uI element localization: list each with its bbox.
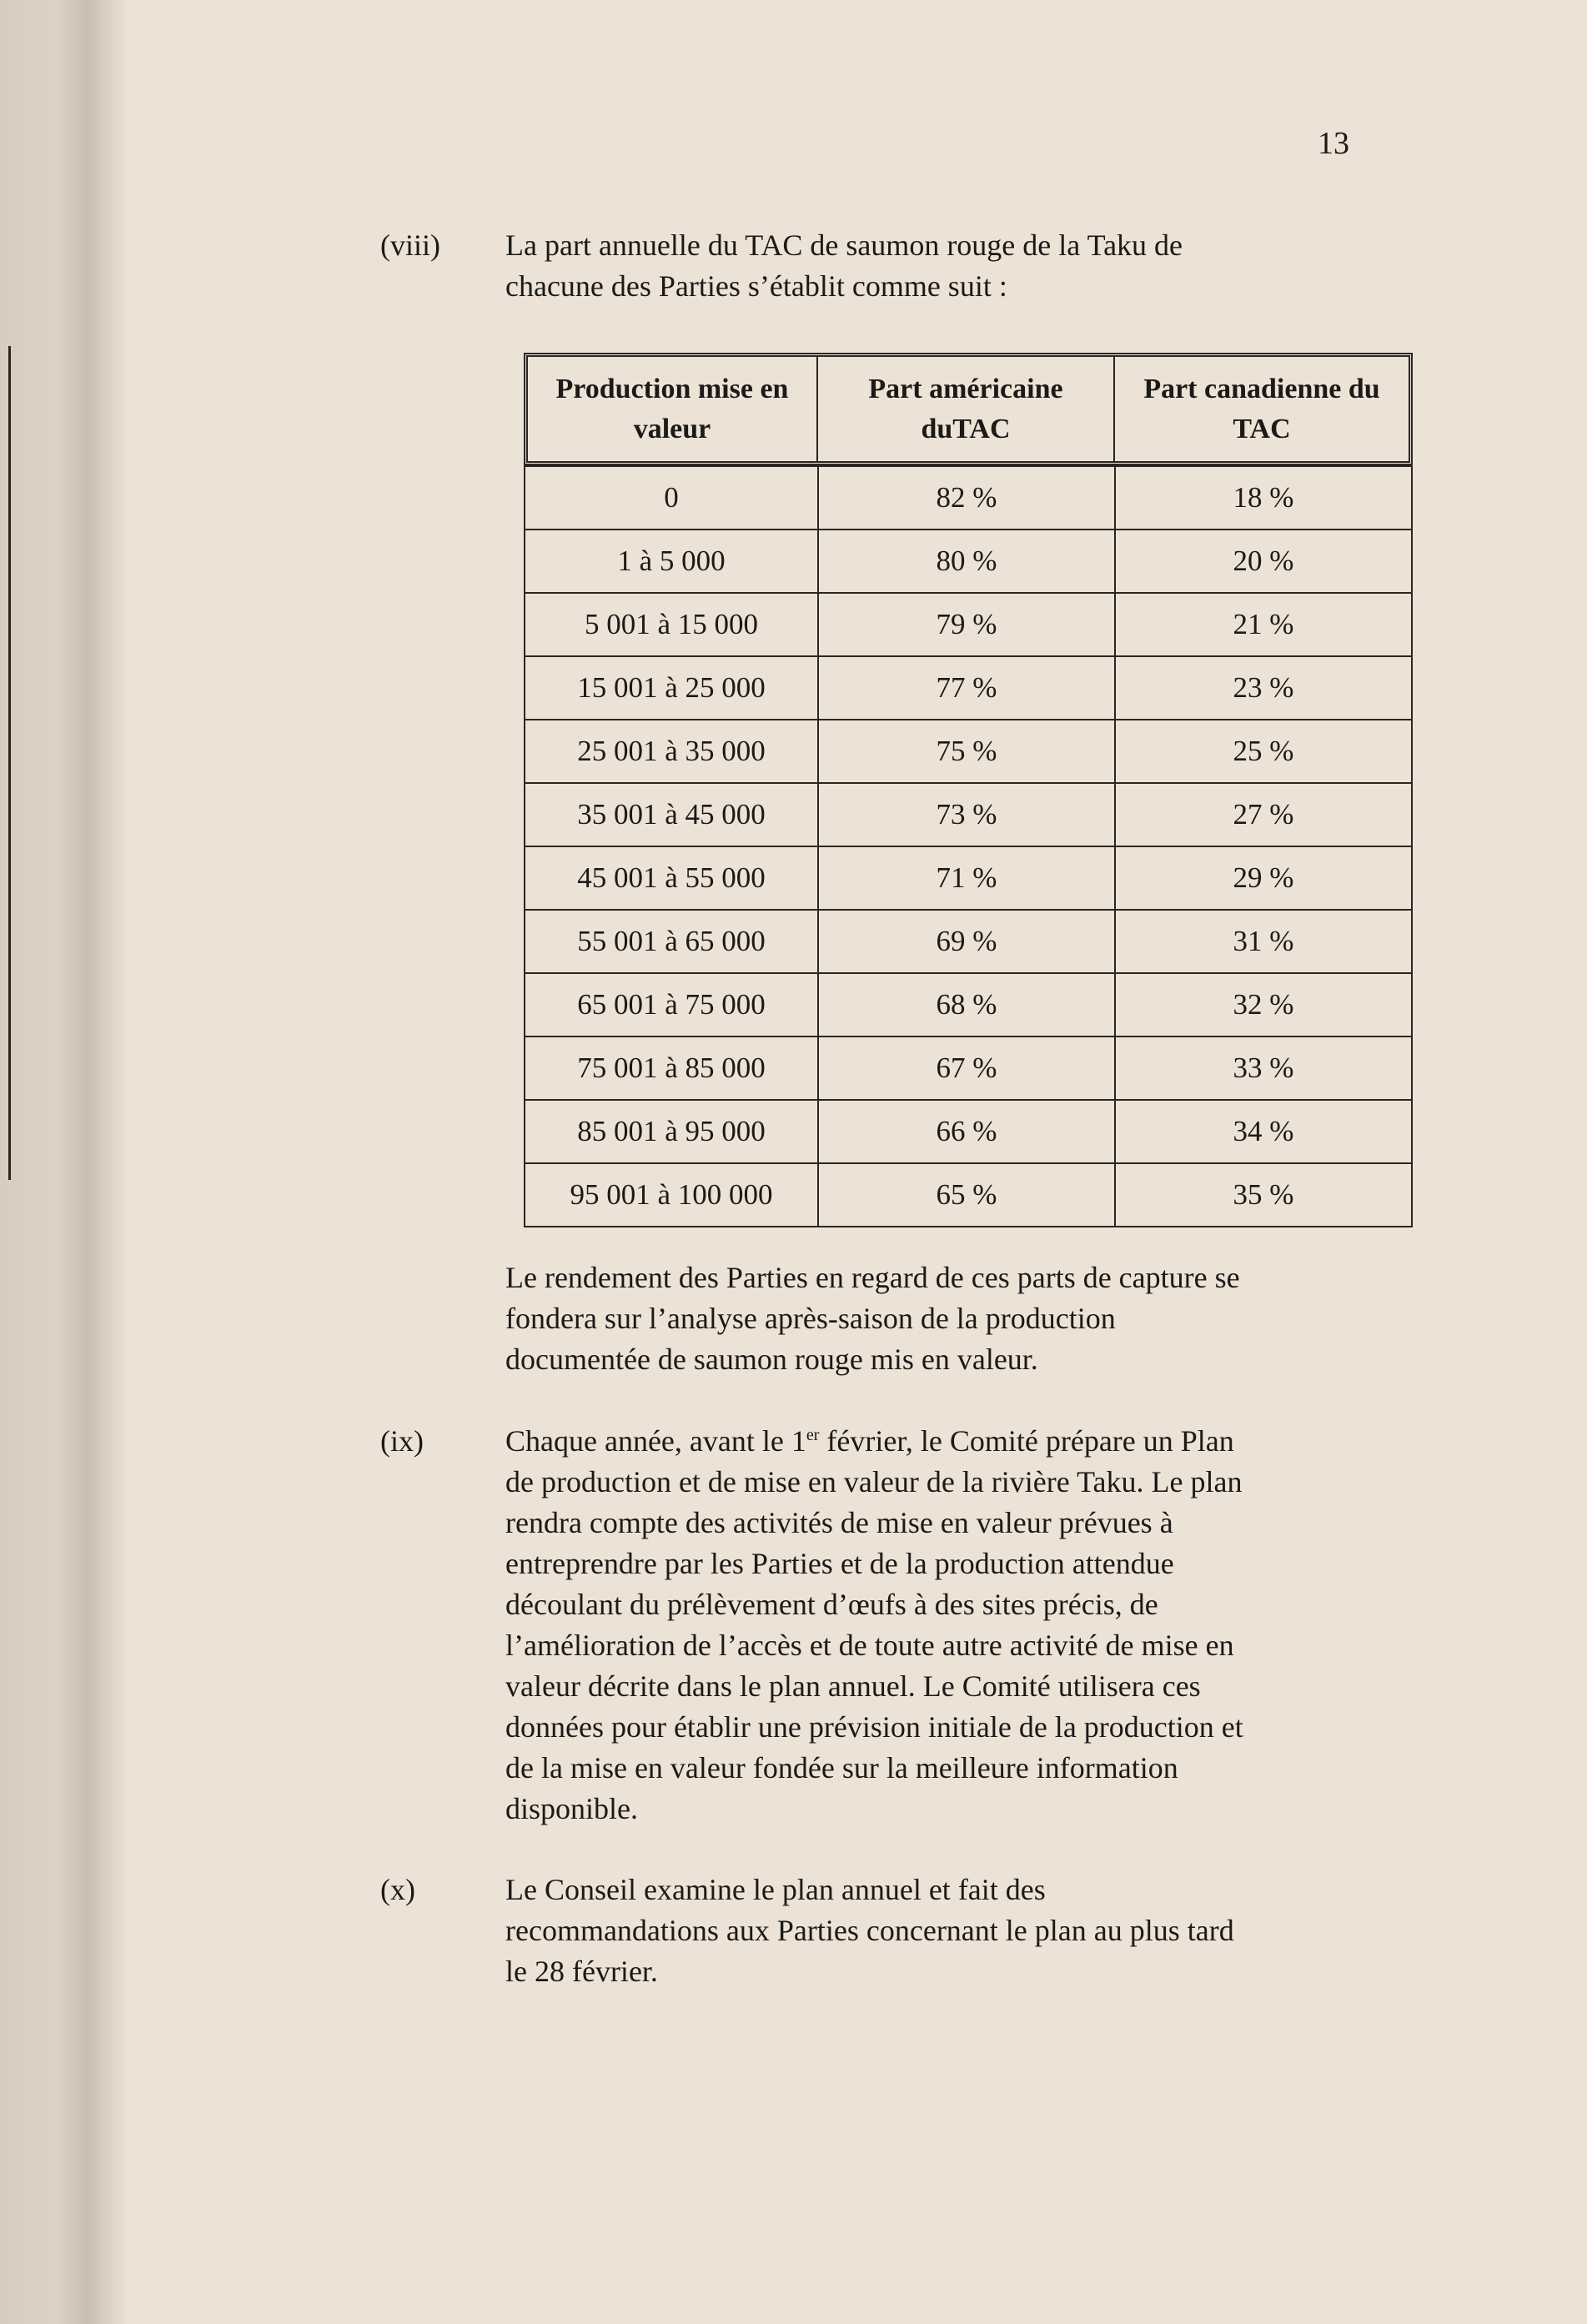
table-row [525, 1099, 1411, 1162]
section-x-text [505, 1870, 1389, 1992]
section-viii-line: chacune des Parties s’établit comme suit : [505, 269, 1007, 303]
canada-share-cell: 21 % [1233, 608, 1294, 640]
section-ix-line-part: février, le Comité prépare un Plan [819, 1424, 1234, 1458]
table-row [525, 972, 1411, 1036]
canada-share-cell: 32 % [1233, 988, 1294, 1021]
production-cell: 0 [525, 467, 819, 529]
table-row [525, 846, 1411, 909]
table-row [525, 782, 1411, 846]
section-ix-line: de production et de mise en valeur de la rivière Taku. Le plan [505, 1465, 1243, 1498]
production-cell: 55 001 à 65 000 [525, 911, 819, 972]
production-cell: 45 001 à 55 000 [525, 847, 819, 909]
production-cell: 35 001 à 45 000 [525, 784, 819, 846]
canada-share-cell: 20 % [1233, 545, 1294, 577]
production-cell: 15 001 à 25 000 [525, 657, 819, 719]
table-row [525, 655, 1411, 719]
superscript-er: er [806, 1426, 820, 1444]
canada-share-cell: 29 % [1233, 861, 1294, 894]
us-share-cell: 65 % [819, 1164, 1116, 1226]
us-share-cell: 77 % [819, 657, 1116, 719]
table-row [525, 719, 1411, 782]
production-cell: 75 001 à 85 000 [525, 1037, 819, 1099]
us-share-cell: 69 % [819, 911, 1116, 972]
section-ix-line [505, 1421, 1389, 1462]
table-row [525, 465, 1411, 529]
section-ix-line: disponible. [505, 1792, 638, 1825]
section-x-line: le 28 février. [505, 1955, 658, 1988]
section-ix-line: l’amélioration de l’accès et de toute autre activité de mise en [505, 1629, 1234, 1662]
production-cell: 85 001 à 95 000 [525, 1101, 819, 1162]
us-share-cell: 68 % [819, 974, 1116, 1036]
table-row [525, 1036, 1411, 1099]
section-marker-x: (x) [380, 1873, 415, 1906]
table-row [525, 529, 1411, 592]
section-ix-line: rendra compte des activités de mise en valeur prévues à [505, 1506, 1173, 1539]
us-share-cell: 79 % [819, 594, 1116, 655]
section-marker-viii: (viii) [380, 228, 440, 262]
section-ix-line: entreprendre par les Parties et de la production attendue [505, 1547, 1174, 1580]
production-cell: 5 001 à 15 000 [525, 594, 819, 655]
section-viii-text [505, 225, 1389, 307]
section-ix-text [505, 1421, 1389, 1830]
production-cell: 25 001 à 35 000 [525, 720, 819, 782]
canada-share-cell: 31 % [1233, 925, 1294, 957]
us-share-cell: 67 % [819, 1037, 1116, 1099]
canada-share-cell: 34 % [1233, 1115, 1294, 1147]
table-row [525, 592, 1411, 655]
canada-share-cell: 35 % [1233, 1178, 1294, 1211]
table-row [525, 1162, 1411, 1226]
production-cell: 95 001 à 100 000 [525, 1164, 819, 1226]
header-production: Production mise en valeur [528, 357, 818, 461]
share-table-body [524, 465, 1413, 1227]
section-ix-line-part: Chaque année, avant le 1 [505, 1424, 806, 1458]
after-table-line: fondera sur l’analyse après-saison de la production [505, 1302, 1116, 1335]
canada-share-cell: 27 % [1233, 798, 1294, 831]
section-x-line: Le Conseil examine le plan annuel et fait des [505, 1873, 1046, 1906]
header-us-share: Part américaine duTAC [818, 357, 1115, 461]
section-viii-line: La part annuelle du TAC de saumon rouge de la Taku de [505, 228, 1183, 262]
production-cell: 65 001 à 75 000 [525, 974, 819, 1036]
section-x-line: recommandations aux Parties concernant le plan au plus tard [505, 1914, 1234, 1947]
us-share-cell: 75 % [819, 720, 1116, 782]
section-ix-line: valeur décrite dans le plan annuel. Le Comité utilisera ces [505, 1669, 1201, 1703]
production-cell: 1 à 5 000 [525, 530, 819, 592]
header-canada-share: Part canadienne du TAC [1143, 373, 1380, 444]
page-number: 13 [1318, 126, 1349, 161]
after-table-text [505, 1257, 1389, 1380]
canada-share-cell: 33 % [1233, 1052, 1294, 1084]
after-table-line: Le rendement des Parties en regard de ces parts de capture se [505, 1261, 1240, 1294]
us-share-cell: 66 % [819, 1101, 1116, 1162]
us-share-cell: 80 % [819, 530, 1116, 592]
section-marker-ix: (ix) [380, 1424, 424, 1458]
facing-page-rule [0, 346, 11, 1180]
us-share-cell: 71 % [819, 847, 1116, 909]
after-table-line: documentée de saumon rouge mis en valeur. [505, 1343, 1038, 1376]
section-ix-line: de la mise en valeur fondée sur la meilleure information [505, 1751, 1178, 1784]
canada-share-cell: 18 % [1233, 481, 1294, 514]
canada-share-cell: 25 % [1233, 735, 1294, 767]
us-share-cell: 73 % [819, 784, 1116, 846]
us-share-cell: 82 % [819, 467, 1116, 529]
page-binding-shadow [0, 0, 125, 2324]
section-ix-line: données pour établir une prévision initiale de la production et [505, 1710, 1243, 1744]
section-ix-line: découlant du prélèvement d’œufs à des sites précis, de [505, 1588, 1158, 1621]
share-table-header [524, 353, 1413, 465]
table-row [525, 909, 1411, 972]
canada-share-cell: 23 % [1233, 671, 1294, 704]
